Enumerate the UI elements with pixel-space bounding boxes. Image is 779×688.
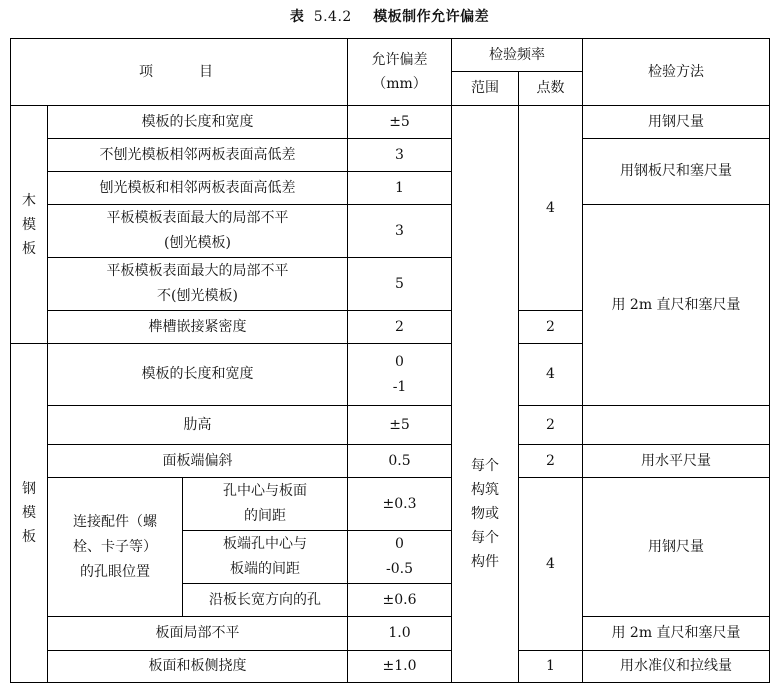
wood-category: 木 模 板: [11, 106, 48, 344]
caption-text: 模板制作允许偏差: [373, 9, 490, 25]
tolerance-cell: ±5: [348, 106, 452, 139]
table-row: [11, 617, 770, 651]
points-cell: 1: [519, 651, 583, 683]
table-caption: [0, 6, 779, 26]
item-cell: 模板的长度和宽度: [48, 344, 348, 406]
header-frequency: 检验频率: [452, 39, 583, 72]
tolerance-cell: 2: [348, 311, 452, 344]
table-row: [11, 106, 770, 139]
tolerance-cell: 3: [348, 139, 452, 172]
group-cell: 连接配件（螺 栓、卡子等） 的孔眼位置: [48, 478, 183, 617]
caption-number: 5.4.2: [313, 9, 352, 25]
header-points: 点数: [519, 72, 583, 106]
tolerance-table: [10, 38, 770, 683]
caption-label: 表: [289, 9, 305, 25]
frequency-range-cell: 每个 构筑 物或 每个 构件: [452, 106, 519, 683]
tolerance-cell: 0 -1: [348, 344, 452, 406]
item-cell: 模板的长度和宽度: [48, 106, 348, 139]
item-cell: 面板端偏斜: [48, 445, 348, 478]
points-cell: 2: [519, 406, 583, 445]
table-row: [11, 445, 770, 478]
tolerance-cell: ±1.0: [348, 651, 452, 683]
method-cell: 用钢板尺和塞尺量: [583, 139, 770, 205]
method-cell: 用 2m 直尺和塞尺量: [583, 617, 770, 651]
method-cell: 用钢尺量: [583, 478, 770, 617]
method-cell: 用水平尺量: [583, 445, 770, 478]
subitem-cell: 沿板长宽方向的孔: [183, 584, 348, 617]
method-cell: 用 2m 直尺和塞尺量: [583, 205, 770, 406]
points-cell: 2: [519, 445, 583, 478]
header-tolerance: 允许偏差 （mm）: [348, 39, 452, 106]
tolerance-cell: 5: [348, 258, 452, 311]
tolerance-cell: 1.0: [348, 617, 452, 651]
tolerance-cell: 0 -0.5: [348, 531, 452, 584]
tolerance-cell: 0.5: [348, 445, 452, 478]
table-row: [11, 139, 770, 172]
table-row: [11, 478, 770, 504]
item-cell: 板面和板侧挠度: [48, 651, 348, 683]
method-cell: 用钢尺量: [583, 106, 770, 139]
item-cell: 刨光模板和相邻两板表面高低差: [48, 172, 348, 205]
item-cell: 不刨光模板相邻两板表面高低差: [48, 139, 348, 172]
header-range: 范围: [452, 72, 519, 106]
points-cell: 4: [519, 106, 583, 311]
item-cell: 肋高: [48, 406, 348, 445]
header-item: 项 目: [11, 39, 348, 106]
subitem-cell: 孔中心与板面 的间距: [183, 478, 348, 531]
points-cell: 4: [519, 344, 583, 406]
tolerance-cell: ±5: [348, 406, 452, 445]
item-cell: 板面局部不平: [48, 617, 348, 651]
table-row: [11, 205, 770, 231]
points-cell: 4: [519, 478, 583, 651]
item-cell: 平板模板表面最大的局部不平 不(刨光模板): [48, 258, 348, 311]
tolerance-cell: 3: [348, 205, 452, 258]
tolerance-cell: ±0.6: [348, 584, 452, 617]
method-cell: 用水准仪和拉线量: [583, 651, 770, 683]
subitem-cell: 板端孔中心与 板端的间距: [183, 531, 348, 584]
tolerance-cell: 1: [348, 172, 452, 205]
header-method: 检验方法: [583, 39, 770, 106]
tolerance-cell: ±0.3: [348, 478, 452, 531]
item-cell: 平板模板表面最大的局部不平 (刨光模板): [48, 205, 348, 258]
steel-category: 钢 模 板: [11, 344, 48, 683]
points-cell: 2: [519, 311, 583, 344]
table-row: [11, 651, 770, 683]
table-row: [11, 406, 770, 445]
item-cell: 榫槽嵌接紧密度: [48, 311, 348, 344]
